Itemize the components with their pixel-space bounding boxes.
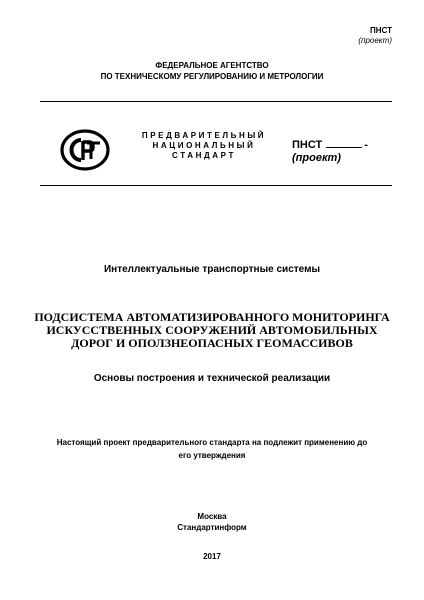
corner-status: (проект) xyxy=(358,36,392,45)
publisher-block xyxy=(0,511,424,533)
corner-designation xyxy=(358,26,392,46)
publisher-city: Москва xyxy=(197,512,227,521)
gost-logo-icon xyxy=(60,128,110,172)
corner-code: ПНСТ xyxy=(370,26,392,35)
agency-name xyxy=(0,60,424,82)
notice-line-2: его утверждения xyxy=(178,451,246,460)
title-line-1: ПОДСИСТЕМА АВТОМАТИЗИРОВАННОГО МОНИТОРИНГА xyxy=(34,310,390,324)
notice-line-1: Настоящий проект предварительного стандарта на подлежит применению до xyxy=(56,438,368,447)
standard-code-prefix: ПНСТ xyxy=(292,139,323,151)
standard-status: (проект) xyxy=(292,152,341,164)
standard-number-blank xyxy=(326,138,362,148)
publisher-name: Стандартинформ xyxy=(177,523,247,532)
agency-line-1: ФЕДЕРАЛЬНОЕ АГЕНТСТВО xyxy=(155,61,269,70)
title-line-2: ИСКУССТВЕННЫХ СООРУЖЕНИЙ АВТОМОБИЛЬНЫХ xyxy=(46,323,378,337)
standard-type-line-2: НАЦИОНАЛЬНЫЙ xyxy=(152,141,256,150)
standard-code-suffix: - xyxy=(364,139,368,151)
standard-code xyxy=(292,138,368,165)
bottom-divider xyxy=(40,185,392,186)
agency-line-2: ПО ТЕХНИЧЕСКОМУ РЕГУЛИРОВАНИЮ И МЕТРОЛОГИИ xyxy=(100,72,324,81)
title-line-3: ДОРОГ И ОПОЛЗНЕОПАСНЫХ ГЕОМАССИВОВ xyxy=(71,336,353,350)
standard-type-line-1: ПРЕДВАРИТЕЛЬНЫЙ xyxy=(141,131,267,140)
publication-year: 2017 xyxy=(203,552,221,561)
document-title xyxy=(20,311,404,350)
series-title: Интеллектуальные транспортные системы xyxy=(103,264,321,275)
standard-type xyxy=(134,131,274,161)
standard-type-line-3: СТАНДАРТ xyxy=(172,151,236,160)
document-subtitle: Основы построения и технической реализации xyxy=(93,373,331,384)
draft-notice xyxy=(40,436,384,462)
top-divider xyxy=(40,101,392,102)
